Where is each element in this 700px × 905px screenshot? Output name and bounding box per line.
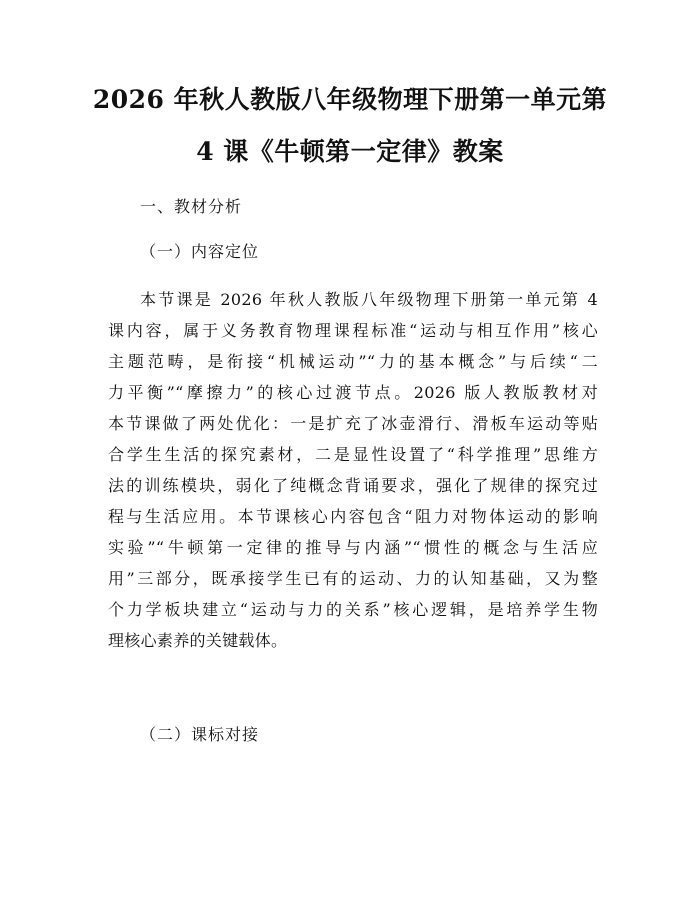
subsection-heading-curriculum-alignment: （二）课标对接	[140, 725, 260, 744]
paragraph-line: 力平衡”“摩擦力”的核心过渡节点。2026 版人教版教材对	[108, 383, 598, 402]
body-paragraph	[108, 284, 598, 656]
paragraph-line: 程与生活应用。本节课核心内容包含“阻力对物体运动的影响	[108, 507, 598, 526]
paragraph-line: 理核心素养的关键载体。	[108, 631, 288, 650]
paragraph-line: 实验”“牛顿第一定律的推导与内涵”“惯性的概念与生活应	[108, 538, 598, 557]
document-title-line-1: 2026 年秋人教版八年级物理下册第一单元第	[92, 85, 608, 114]
paragraph-line: 主题范畴，是衔接“机械运动”“力的基本概念”与后续“二	[108, 352, 598, 371]
paragraph-line: 课内容，属于义务教育物理课程标准“运动与相互作用”核心	[108, 321, 598, 340]
paragraph-line: 个力学板块建立“运动与力的关系”核心逻辑，是培养学生物	[108, 600, 598, 619]
paragraph-line: 法的训练模块，弱化了纯概念背诵要求，强化了规律的探究过	[108, 476, 598, 495]
paragraph-line: 本节课是 2026 年秋人教版八年级物理下册第一单元第 4	[140, 290, 598, 309]
paragraph-line: 本节课做了两处优化：一是扩充了冰壶滑行、滑板车运动等贴	[108, 414, 598, 433]
subsection-heading-content-positioning: （一）内容定位	[140, 242, 260, 261]
document-title-line-2: 4 课《牛顿第一定律》教案	[196, 137, 504, 166]
paragraph-line: 合学生生活的探究素材，二是显性设置了“科学推理”思维方	[108, 445, 598, 464]
paragraph-line: 用”三部分，既承接学生已有的运动、力的认知基础，又为整	[108, 569, 598, 588]
section-heading-textbook-analysis: 一、教材分析	[140, 197, 243, 216]
